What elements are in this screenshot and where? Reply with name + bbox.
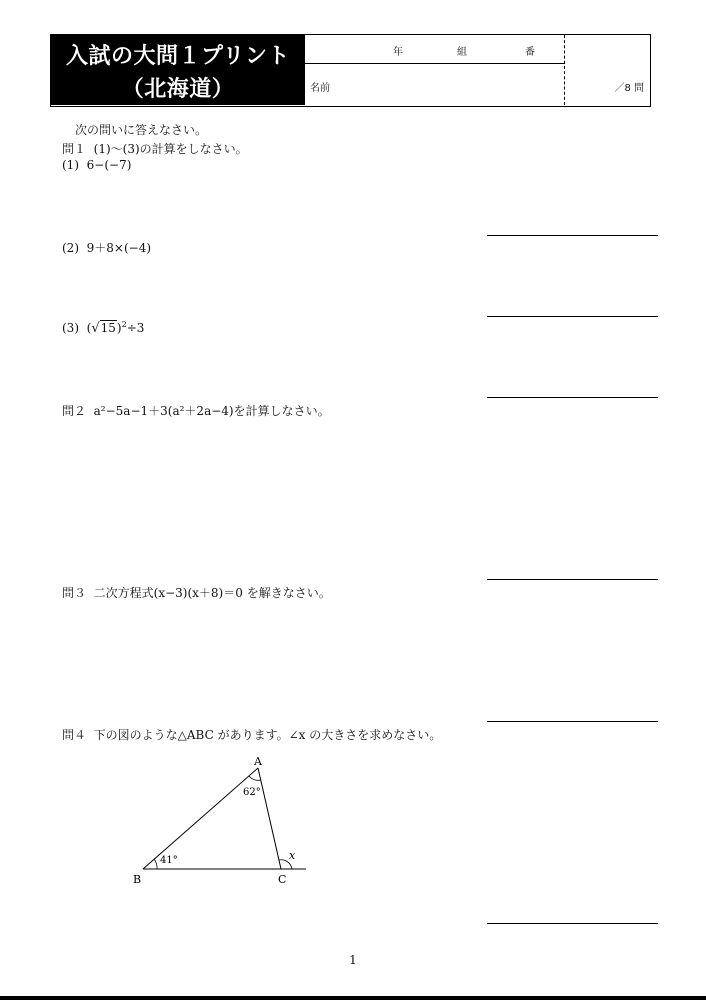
q1-part-1-expr: 6−(−7) [86, 158, 132, 172]
q1-part-2-expr: 9＋8×(−4) [86, 241, 152, 255]
q1-part-3-open: ( [86, 321, 92, 335]
angle-b-arc [154, 859, 157, 869]
vertex-c-label: C [278, 873, 287, 886]
number-label: 番 [525, 47, 535, 58]
class-label: 組 [457, 47, 467, 58]
answer-line-q4[interactable] [487, 923, 658, 924]
score-label: ／8 問 [614, 83, 644, 94]
vertex-b-label: B [133, 873, 142, 886]
q1-label: 問１ [62, 142, 87, 156]
q4-label: 問４ [62, 728, 87, 742]
q3-label: 問３ [62, 586, 87, 600]
q1-part-2-label: (2) [62, 241, 79, 255]
angle-x-label: x [289, 849, 296, 862]
q1-part-3-close: ) [116, 321, 122, 335]
q2-label: 問２ [62, 404, 87, 418]
year-label: 年 [393, 47, 403, 58]
q3-text: 二次方程式(x−3)(x＋8)＝0 を解きなさい。 [93, 586, 331, 600]
angle-a-arc [249, 776, 261, 780]
bottom-border [0, 996, 706, 1000]
title-line-2: （北海道） [121, 77, 235, 102]
page-number: 1 [349, 953, 357, 967]
side-ac [258, 768, 281, 869]
angle-a-label: 62° [243, 787, 261, 798]
title-line-1: 入試の大問１プリント [65, 44, 291, 69]
q1-part-1-label: (1) [62, 158, 79, 172]
q1-part-3-power: 2 [121, 320, 127, 329]
q4-text: 下の図のような△ABC があります。∠x の大きさを求めなさい。 [93, 728, 442, 742]
q1-part-3-label: (3) [62, 321, 79, 335]
angle-b-label: 41° [160, 855, 178, 866]
q2-text: a²−5a−1＋3(a²＋2a−4)を計算しなさい。 [93, 404, 330, 418]
side-ba [143, 768, 258, 869]
q1-part-3-rest: ÷3 [126, 321, 145, 335]
intro-text: 次の問いに答えなさい。 [75, 123, 208, 137]
q1-part-3-radicand: 15 [100, 321, 116, 335]
q1-part-3: (3) $(√15)^2\div 3$ [62, 320, 145, 336]
q1-text: (1)〜(3)の計算をしなさい。 [93, 142, 248, 156]
vertex-a-label: A [254, 755, 262, 768]
name-label: 名前 [310, 83, 330, 94]
